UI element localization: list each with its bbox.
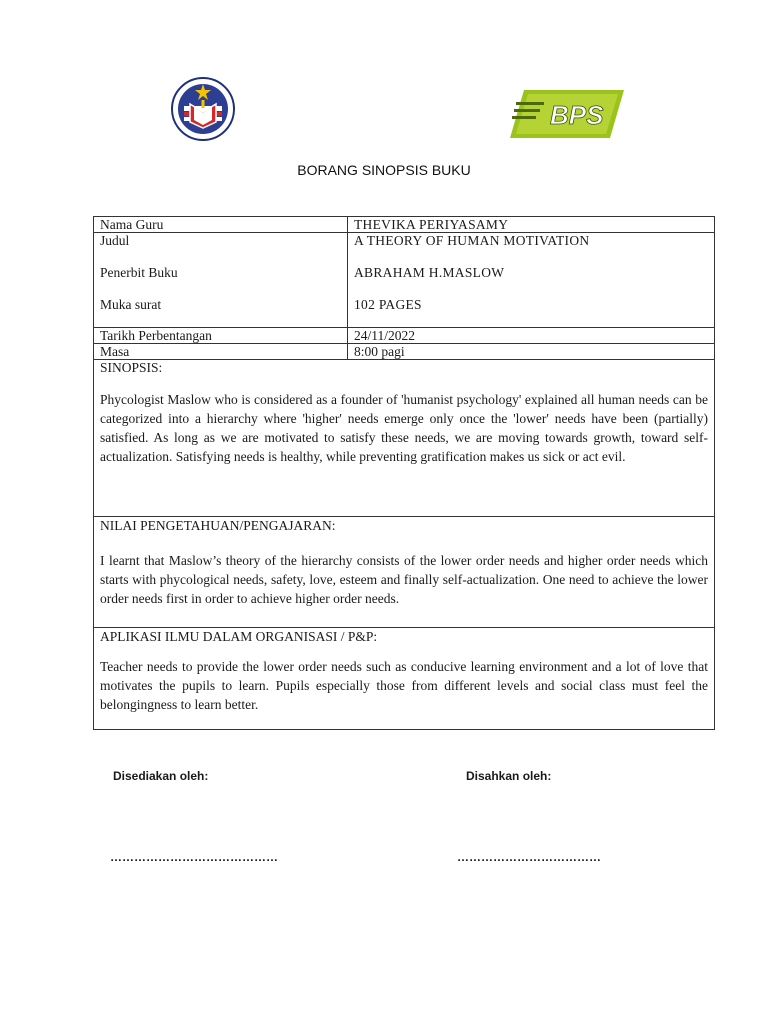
prepared-signature-line: ……………………………………: [110, 850, 278, 864]
nama-guru-value: THEVIKA PERIYASAMY: [348, 217, 715, 233]
tarikh-label: Tarikh Perbentangan: [94, 328, 348, 344]
aplikasi-section: [94, 628, 715, 730]
sinopsis-text: Phycologist Maslow who is considered as a founder of 'humanist psychology' explained all human needs can be categorized into a hierarchy where 'higher' needs emerge only once the 'lower' needs have been (partially) satisfied. As long as we are motivated to satisfy these needs, we are moving towards growth, toward self-actualization. Satisfying needs is healthy, while preventing gratification makes us sick or act evil.: [100, 392, 708, 464]
nilai-heading: NILAI PENGETAHUAN/PENGAJARAN:: [100, 518, 336, 533]
book-details-values: [348, 233, 715, 328]
ministry-crest-logo: [170, 76, 236, 142]
judul-value: A THEORY OF HUMAN MOTIVATION: [354, 233, 590, 248]
nama-guru-label: Nama Guru: [94, 217, 348, 233]
row-aplikasi: [94, 628, 715, 730]
approved-by-label: Disahkan oleh:: [466, 769, 552, 783]
row-book-details: [94, 233, 715, 328]
masa-value: 8:00 pagi: [348, 344, 715, 360]
nilai-text: I learnt that Maslow’s theory of the hierarchy consists of the lower order needs and higher order needs which starts with phycological needs, safety, love, esteem and finally self-actualization. One need to achieve the lower order needs first in order to achieve higher order needs.: [100, 553, 708, 606]
nilai-section: [94, 517, 715, 628]
synopsis-form-table: [93, 216, 715, 730]
penerbit-value: ABRAHAM H.MASLOW: [354, 265, 505, 280]
prepared-by-label: Disediakan oleh:: [113, 769, 209, 783]
penerbit-label: Penerbit Buku: [100, 265, 178, 280]
row-nama-guru: [94, 217, 715, 233]
muka-surat-label: Muka surat: [100, 297, 162, 312]
judul-label: Judul: [100, 233, 130, 248]
tarikh-value: 24/11/2022: [348, 328, 715, 344]
row-nilai: [94, 517, 715, 628]
row-tarikh: [94, 328, 715, 344]
row-sinopsis: [94, 360, 715, 517]
book-details-labels: [94, 233, 348, 328]
muka-surat-value: 102 PAGES: [354, 297, 422, 312]
aplikasi-text: Teacher needs to provide the lower order needs such as conducive learning environment and a lot of love that motivates the pupils to learn. Pupils especially those from different levels and social class must feel the belongingness to learn better.: [100, 659, 708, 712]
bps-logo-text: BPS: [550, 100, 604, 130]
page-title: BORANG SINOPSIS BUKU: [297, 162, 471, 178]
masa-label: Masa: [94, 344, 348, 360]
bps-logo: [510, 88, 624, 140]
approved-signature-line: ………………………………: [457, 850, 601, 864]
row-masa: [94, 344, 715, 360]
sinopsis-heading: SINOPSIS:: [100, 360, 163, 375]
sinopsis-section: [94, 360, 715, 517]
aplikasi-heading: APLIKASI ILMU DALAM ORGANISASI / P&P:: [100, 629, 378, 644]
